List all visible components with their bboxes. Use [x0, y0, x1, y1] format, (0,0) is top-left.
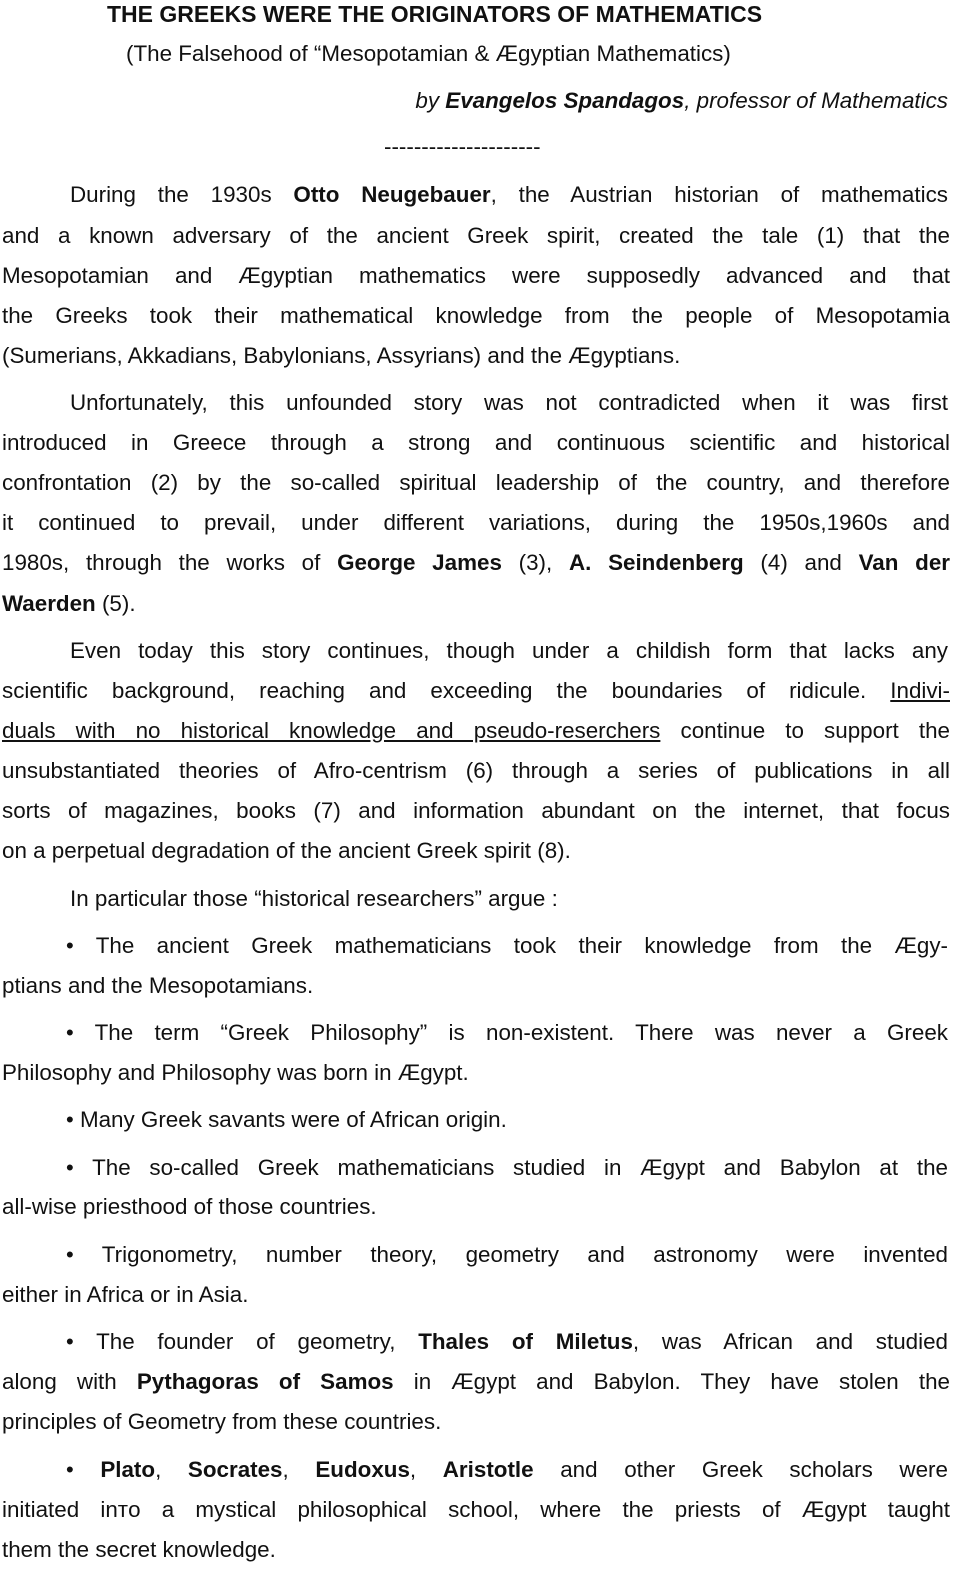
bullet-text: Trigonometry, number theory, geometry and astronomy were invented: [101, 1242, 948, 1267]
para3-line5: [2, 797, 950, 825]
bullet-item-7-cont2: [2, 1536, 950, 1564]
para3-text: continue to support the: [660, 718, 950, 743]
bullet-item-1-cont: [2, 972, 950, 1000]
para1-line2: [2, 222, 950, 250]
bullet-item-7: [66, 1456, 948, 1484]
bullet-text: The term “Greek Philosophy” is non-existent. There was never a Greek: [94, 1020, 948, 1045]
para3-text: scientific background, reaching and exceeding the boundaries of ridicule.: [2, 678, 891, 703]
bullet-icon: •: [66, 1329, 74, 1354]
byline: [2, 87, 948, 115]
author-name: Evangelos Spandagos: [445, 88, 685, 113]
para3-text: Even today this story continues, though under a childish form that lacks any: [70, 638, 948, 663]
bullet-item-5: [66, 1241, 948, 1269]
subtitle-text: (The Falsehood of “Mesopotamian & Ægyptian Mathematics): [126, 41, 731, 66]
para1-text: (Sumerians, Akkadians, Babylonians, Assyrians) and the Ægyptians.: [2, 343, 681, 368]
para3-text: sorts of magazines, books (7) and information abundant on the internet, that focus: [2, 798, 950, 823]
person-name: Eudoxus: [315, 1457, 410, 1482]
para1-text: the Greeks took their mathematical knowledge from the people of Mesopotamia: [2, 303, 950, 328]
person-name: Van der: [858, 550, 950, 575]
para2-line5: [2, 549, 950, 577]
para4-line1: [70, 885, 948, 913]
para1-line3: [2, 262, 950, 290]
para3-text: unsubstantiated theories of Afro-centrism (6) through a series of publications in all: [2, 758, 950, 783]
person-name: Pythagoras of Samos: [136, 1369, 394, 1394]
title-text: THE GREEKS WERE THE ORIGINATORS OF MATHEMATICS: [107, 1, 763, 27]
bullet-item-1: [66, 932, 948, 960]
para2-line3: [2, 469, 950, 497]
bullet-item-3: [66, 1106, 948, 1134]
divider-text: ---------------------: [384, 134, 541, 159]
bullet-item-6: [66, 1328, 948, 1356]
bullet-text: The ancient Greek mathematicians took their knowledge from the Ægy-: [95, 933, 948, 958]
divider-line: [384, 133, 684, 161]
bullet-text: all-wise priesthood of those countries.: [2, 1194, 377, 1219]
bullet-text: The so-called Greek mathematicians studied in Ægypt and Babylon at the: [92, 1155, 948, 1180]
para2-line6: [2, 590, 950, 618]
bullet-text: The founder of geometry,: [96, 1329, 419, 1354]
para1-text: , the Austrian historian of mathematics: [490, 182, 948, 207]
para2-text: (5).: [95, 591, 136, 616]
bullet-item-6-cont2: [2, 1408, 950, 1436]
byline-suffix: , professor of Mathematics: [684, 88, 948, 113]
para2-text: it continued to prevail, under different variations, during the 1950s,1960s and: [2, 510, 950, 535]
person-name: George James: [337, 550, 502, 575]
bullet-text: them the secret knowledge.: [2, 1537, 276, 1562]
bullet-text: ,: [155, 1457, 188, 1482]
bullet-icon: •: [66, 1107, 74, 1132]
bullet-text: ,: [409, 1457, 443, 1482]
para1-line5: [2, 342, 950, 370]
para3-text: on a perpetual degradation of the ancient Greek spirit (8).: [2, 838, 571, 863]
bullet-text: and other Greek scholars were: [533, 1457, 948, 1482]
para2-text: confrontation (2) by the so-called spiritual leadership of the country, and therefore: [2, 470, 950, 495]
document-subtitle: [126, 40, 946, 68]
bullet-text: in Ægypt and Babylon. They have stolen the: [393, 1369, 951, 1394]
byline-prefix: by: [415, 88, 446, 113]
para1-text: and a known adversary of the ancient Greek spirit, created the tale (1) that the: [2, 223, 950, 248]
para3-line6: [2, 837, 950, 865]
underlined-text: duals with no historical knowledge and pseudo-reserchers: [2, 718, 661, 743]
para4-text: In particular those “historical researchers” argue :: [70, 886, 558, 911]
bullet-icon: •: [66, 1457, 74, 1482]
para2-text: introduced in Greece through a strong and continuous scientific and historical: [2, 430, 950, 455]
bullet-icon: •: [66, 1020, 74, 1045]
bullet-item-4: [66, 1154, 948, 1182]
underlined-text: Indivi-: [890, 678, 950, 703]
person-name: Thales of Miletus: [418, 1329, 633, 1354]
para2-text: (3),: [501, 550, 569, 575]
document-title: [0, 0, 960, 28]
para2-text: 1980s, through the works of: [2, 550, 338, 575]
bullet-item-2: [66, 1019, 948, 1047]
bullet-icon: •: [66, 933, 74, 958]
para1-line1: [70, 181, 948, 209]
person-name: Socrates: [187, 1457, 283, 1482]
bullet-icon: •: [66, 1155, 74, 1180]
bullet-text: , was African and studied: [632, 1329, 948, 1354]
para2-text: (4) and: [743, 550, 859, 575]
bullet-text: Many Greek savants were of African origin.: [79, 1107, 507, 1132]
bullet-text: initiated inтo a mystical philosophical school, where the priests of Ægypt taught: [2, 1497, 950, 1522]
bullet-text: along with: [2, 1369, 137, 1394]
para1-text: Mesopotamian and Ægyptian mathematics were supposedly advanced and that: [2, 263, 950, 288]
bullet-text: principles of Geometry from these countries.: [2, 1409, 442, 1434]
bullet-text: Philosophy and Philosophy was born in Ægypt.: [2, 1060, 469, 1085]
para2-line2: [2, 429, 950, 457]
person-name: Plato: [100, 1457, 156, 1482]
bullet-item-2-cont: [2, 1059, 950, 1087]
para1-text: During the 1930s: [70, 182, 294, 207]
bullet-text: ,: [282, 1457, 316, 1482]
bullet-item-7-cont1: [2, 1496, 950, 1524]
para2-text: Unfortunately, this unfounded story was not contradicted when it was first: [70, 390, 948, 415]
bullet-text: either in Africa or in Asia.: [2, 1282, 249, 1307]
para3-line4: [2, 757, 950, 785]
para2-line4: [2, 509, 950, 537]
bullet-item-6-cont1: [2, 1368, 950, 1396]
para1-line4: [2, 302, 950, 330]
bullet-item-5-cont: [2, 1281, 950, 1309]
bullet-icon: •: [66, 1242, 74, 1267]
person-name: Waerden: [2, 591, 96, 616]
person-name: Otto Neugebauer: [293, 182, 491, 207]
bullet-item-4-cont: [2, 1193, 950, 1221]
para2-line1: [70, 389, 948, 417]
person-name: Aristotle: [442, 1457, 534, 1482]
para3-line2: [2, 677, 950, 705]
para3-line1: [70, 637, 948, 665]
person-name: A. Seindenberg: [568, 550, 744, 575]
para3-line3: [2, 717, 950, 745]
bullet-text: ptians and the Mesopotamians.: [2, 973, 314, 998]
